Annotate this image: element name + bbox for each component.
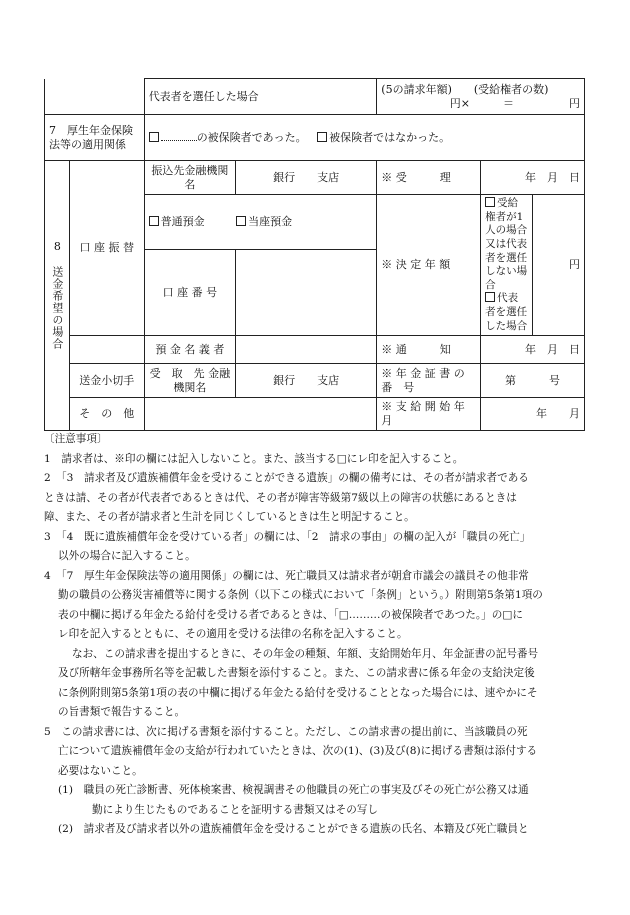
check-bank-value[interactable]: 銀行 支店 xyxy=(236,364,377,398)
form-table xyxy=(44,78,585,431)
ins-checkbox-1[interactable] xyxy=(149,132,159,142)
blank-cell-2 xyxy=(69,336,144,364)
note-4b: 勤の職員の公務災害補償等に関する条例（以下この様式において「条例」という。）附則第5条第1項の xyxy=(58,589,543,601)
note-2b: ときは請、その者が代表者であるときは代、その者が障害等級第7級以上の障害の状態にあるときは xyxy=(44,491,517,504)
deposit-type xyxy=(144,195,377,250)
note-5c: 必要はないこと。 xyxy=(58,764,143,777)
ins-options xyxy=(144,115,584,161)
deposit2: 当座預金 xyxy=(248,215,293,229)
ins-opt1: の被保険者であった。 xyxy=(196,130,307,144)
notes-section xyxy=(44,430,588,840)
claim-form xyxy=(44,78,585,431)
rep-opt-checkbox-1[interactable] xyxy=(485,197,495,207)
check-bank-label: 受 取 先 金融機関名 xyxy=(144,364,235,398)
decision-label: ※ 決 定 年 額 xyxy=(377,195,481,336)
note-1: 1 請求者は、※印の欄には記入しないこと。また、該当する□にレ印を記入すること。 xyxy=(44,452,464,465)
pay-start-label: ※ 支 給 開 始 年 月 xyxy=(377,398,481,431)
rep-calc-line2: 円× ＝ 円 xyxy=(449,96,580,110)
rep-calc-line1: (5の請求年額) (受給権者の数) xyxy=(381,82,549,96)
koza-label: 口 座 振 替 xyxy=(69,161,144,336)
note-5-1b: 勤により生じたものであることを証明する書類又はその写し xyxy=(92,803,379,816)
note-5b: 亡について遺族補償年金の支給が行われていたときは、次の(1)、(3)及び(8)に掲げる書類は添付する xyxy=(58,745,538,757)
holder-label: 預 金 名 義 者 xyxy=(144,336,235,364)
bank-value[interactable]: 銀行 支店 xyxy=(236,161,377,195)
bank-label: 振込先金融機関名 xyxy=(144,161,235,195)
note-4a: 4 「7 厚生年金保険法等の適用関係」の欄には、死亡職員又は請求者が朝倉市議会の議員その他非常 xyxy=(44,569,529,582)
note-4g: に条例附則第5条第1項の表の中欄に掲げる年金たる給付を受けることとなった場合には、速やかにそ xyxy=(58,686,538,699)
section8-label: 8 送金希望の場合 xyxy=(45,161,70,431)
note-4h: の旨書類で報告すること。 xyxy=(58,706,186,718)
decision-yen: 円 xyxy=(533,195,585,336)
holder-value[interactable] xyxy=(236,336,377,364)
rep-calc xyxy=(377,79,585,115)
rep-options: 受給権者が1人の場合又は代表者を選任しない場合 代表者を選任した場合 xyxy=(481,195,533,336)
note-4d: レ印を記入するとともに、その適用を受ける法律の名称を記入すること。 xyxy=(58,628,408,640)
note-5-2a: (2) 請求者及び請求者以外の遺族補償年金を受けることができる遺族の氏名、本籍及び死亡職員と xyxy=(58,823,529,835)
notes-heading: 〔注意事項〕 xyxy=(44,433,108,445)
other-label: そ の 他 xyxy=(69,398,144,431)
note-4e: なお、この請求書を提出するときに、その年金の種類、年額、支給開始年月、年金証書の記号番号 xyxy=(72,647,539,660)
rep-opt-checkbox-2[interactable] xyxy=(485,292,495,302)
blank-cell xyxy=(45,79,145,115)
koza-no-label: 口 座 番 号 xyxy=(144,250,235,336)
note-3a: 3 「4 既に遺族補償年金を受けている者」の欄には、「2 請求の事由」の欄の記入が「職員の死亡」 xyxy=(44,530,531,543)
note-2c: 障、また、その者が請求者と生計を同じくしているときは生と明記すること。 xyxy=(44,511,415,523)
ins-label: 7 厚生年金保険法等の適用関係 xyxy=(45,115,145,161)
note-4c: 表の中欄に掲げる年金たる給付を受ける者であるときは、「□………の被保険者であつた。」の□に xyxy=(58,608,523,621)
koza-no-value[interactable] xyxy=(236,250,377,336)
ins-opt2: 被保険者ではなかった。 xyxy=(329,130,451,144)
receipt-label: ※ 受 理 xyxy=(377,161,481,195)
pay-start-value: 年 月 xyxy=(481,398,585,431)
receipt-date: 年 月 日 xyxy=(481,161,585,195)
rep-label: 代表者を選任した場合 xyxy=(144,79,377,115)
cert-no-label: ※ 年 金 証 書 の 番 号 xyxy=(377,364,481,398)
note-2a: 2 「3 請求者及び遺族補償年金を受けることができる遺族」の欄の備考には、その者が請求者である xyxy=(44,472,529,484)
notice-label: ※ 通 知 xyxy=(377,336,481,364)
note-5-1a: (1) 職員の死亡診断書、死体検案書、検視調書その他職員の死亡の事実及びその死亡が公務又は通 xyxy=(58,784,529,796)
note-3b: 以外の場合に記入すること。 xyxy=(58,550,196,562)
ins-checkbox-2[interactable] xyxy=(317,132,327,142)
deposit-checkbox-2[interactable] xyxy=(236,216,246,226)
other-value[interactable] xyxy=(144,398,377,431)
note-5a: 5 この請求書には、次に掲げる書類を添付すること。ただし、この請求書の提出前に、当該職員の死 xyxy=(44,725,528,738)
notice-date: 年 月 日 xyxy=(481,336,585,364)
note-4f: 及び所轄年金事務所名等を記載した書類を添付すること。また、この請求書に係る年金の支給決定後 xyxy=(58,667,535,679)
deposit-checkbox-1[interactable] xyxy=(149,216,159,226)
deposit1: 普通預金 xyxy=(160,215,205,229)
check-label: 送金小切手 xyxy=(69,364,144,398)
cert-no-value: 第 号 xyxy=(481,364,585,398)
